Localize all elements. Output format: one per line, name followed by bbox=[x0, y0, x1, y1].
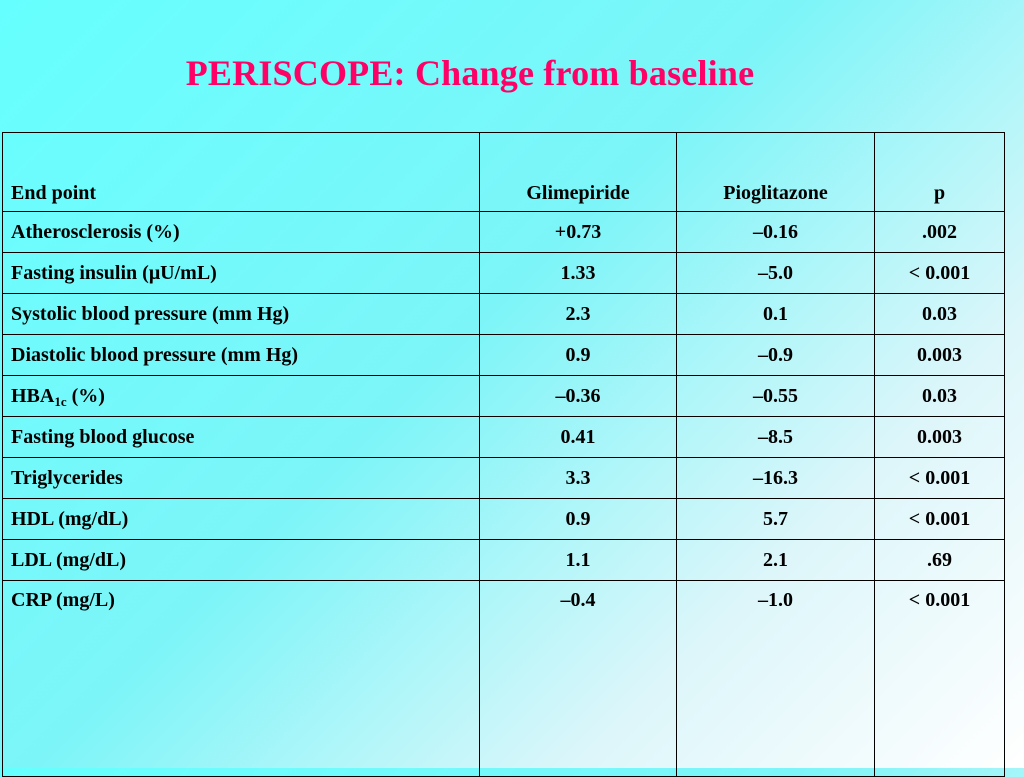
pioglitazone-cell: –1.0 bbox=[677, 581, 875, 777]
table-row bbox=[3, 540, 1005, 581]
pioglitazone-cell: –8.5 bbox=[677, 417, 875, 458]
end-point-cell: Fasting insulin (μU/mL) bbox=[3, 253, 480, 294]
end-point-cell bbox=[3, 376, 480, 417]
table-row bbox=[3, 581, 1005, 777]
glimepiride-cell: –0.36 bbox=[480, 376, 677, 417]
table-header-row bbox=[3, 133, 1005, 212]
table-row bbox=[3, 253, 1005, 294]
end-point-main: HBA bbox=[11, 384, 55, 407]
glimepiride-cell: 1.1 bbox=[480, 540, 677, 581]
glimepiride-cell: +0.73 bbox=[480, 212, 677, 253]
glimepiride-cell: 0.41 bbox=[480, 417, 677, 458]
end-point-cell: Triglycerides bbox=[3, 458, 480, 499]
glimepiride-cell: 3.3 bbox=[480, 458, 677, 499]
pioglitazone-cell: 0.1 bbox=[677, 294, 875, 335]
p-value-cell: < 0.001 bbox=[875, 499, 1005, 540]
p-value-cell: < 0.001 bbox=[875, 253, 1005, 294]
glimepiride-cell: –0.4 bbox=[480, 581, 677, 777]
p-value-cell: .002 bbox=[875, 212, 1005, 253]
p-value-cell: < 0.001 bbox=[875, 458, 1005, 499]
pioglitazone-cell: 2.1 bbox=[677, 540, 875, 581]
p-value-cell: 0.03 bbox=[875, 294, 1005, 335]
p-value-cell: < 0.001 bbox=[875, 581, 1005, 777]
table-row bbox=[3, 294, 1005, 335]
header-pioglitazone: Pioglitazone bbox=[677, 133, 875, 212]
table-row bbox=[3, 335, 1005, 376]
end-point-tail: (%) bbox=[66, 384, 105, 407]
p-value-cell: .69 bbox=[875, 540, 1005, 581]
pioglitazone-cell: –5.0 bbox=[677, 253, 875, 294]
end-point-cell: HDL (mg/dL) bbox=[3, 499, 480, 540]
end-point-cell: Diastolic blood pressure (mm Hg) bbox=[3, 335, 480, 376]
glimepiride-cell: 2.3 bbox=[480, 294, 677, 335]
end-point-cell: Fasting blood glucose bbox=[3, 417, 480, 458]
glimepiride-cell: 0.9 bbox=[480, 499, 677, 540]
header-glimepiride: Glimepiride bbox=[480, 133, 677, 212]
p-value-cell: 0.03 bbox=[875, 376, 1005, 417]
pioglitazone-cell: –0.9 bbox=[677, 335, 875, 376]
end-point-subscript: 1c bbox=[54, 393, 67, 409]
pioglitazone-cell: –0.16 bbox=[677, 212, 875, 253]
pioglitazone-cell: 5.7 bbox=[677, 499, 875, 540]
table-row bbox=[3, 417, 1005, 458]
table-row bbox=[3, 499, 1005, 540]
p-value-cell: 0.003 bbox=[875, 417, 1005, 458]
table-row bbox=[3, 212, 1005, 253]
slide-title: PERISCOPE: Change from baseline bbox=[185, 53, 755, 93]
end-point-cell: LDL (mg/dL) bbox=[3, 540, 480, 581]
end-point-cell: CRP (mg/L) bbox=[3, 581, 480, 777]
header-end-point: End point bbox=[3, 133, 480, 212]
glimepiride-cell: 0.9 bbox=[480, 335, 677, 376]
glimepiride-cell: 1.33 bbox=[480, 253, 677, 294]
table-row bbox=[3, 376, 1005, 417]
endpoint-table bbox=[2, 132, 1005, 777]
table-row bbox=[3, 458, 1005, 499]
end-point-cell: Systolic blood pressure (mm Hg) bbox=[3, 294, 480, 335]
pioglitazone-cell: –16.3 bbox=[677, 458, 875, 499]
pioglitazone-cell: –0.55 bbox=[677, 376, 875, 417]
end-point-cell: Atherosclerosis (%) bbox=[3, 212, 480, 253]
p-value-cell: 0.003 bbox=[875, 335, 1005, 376]
header-p: p bbox=[875, 133, 1005, 212]
